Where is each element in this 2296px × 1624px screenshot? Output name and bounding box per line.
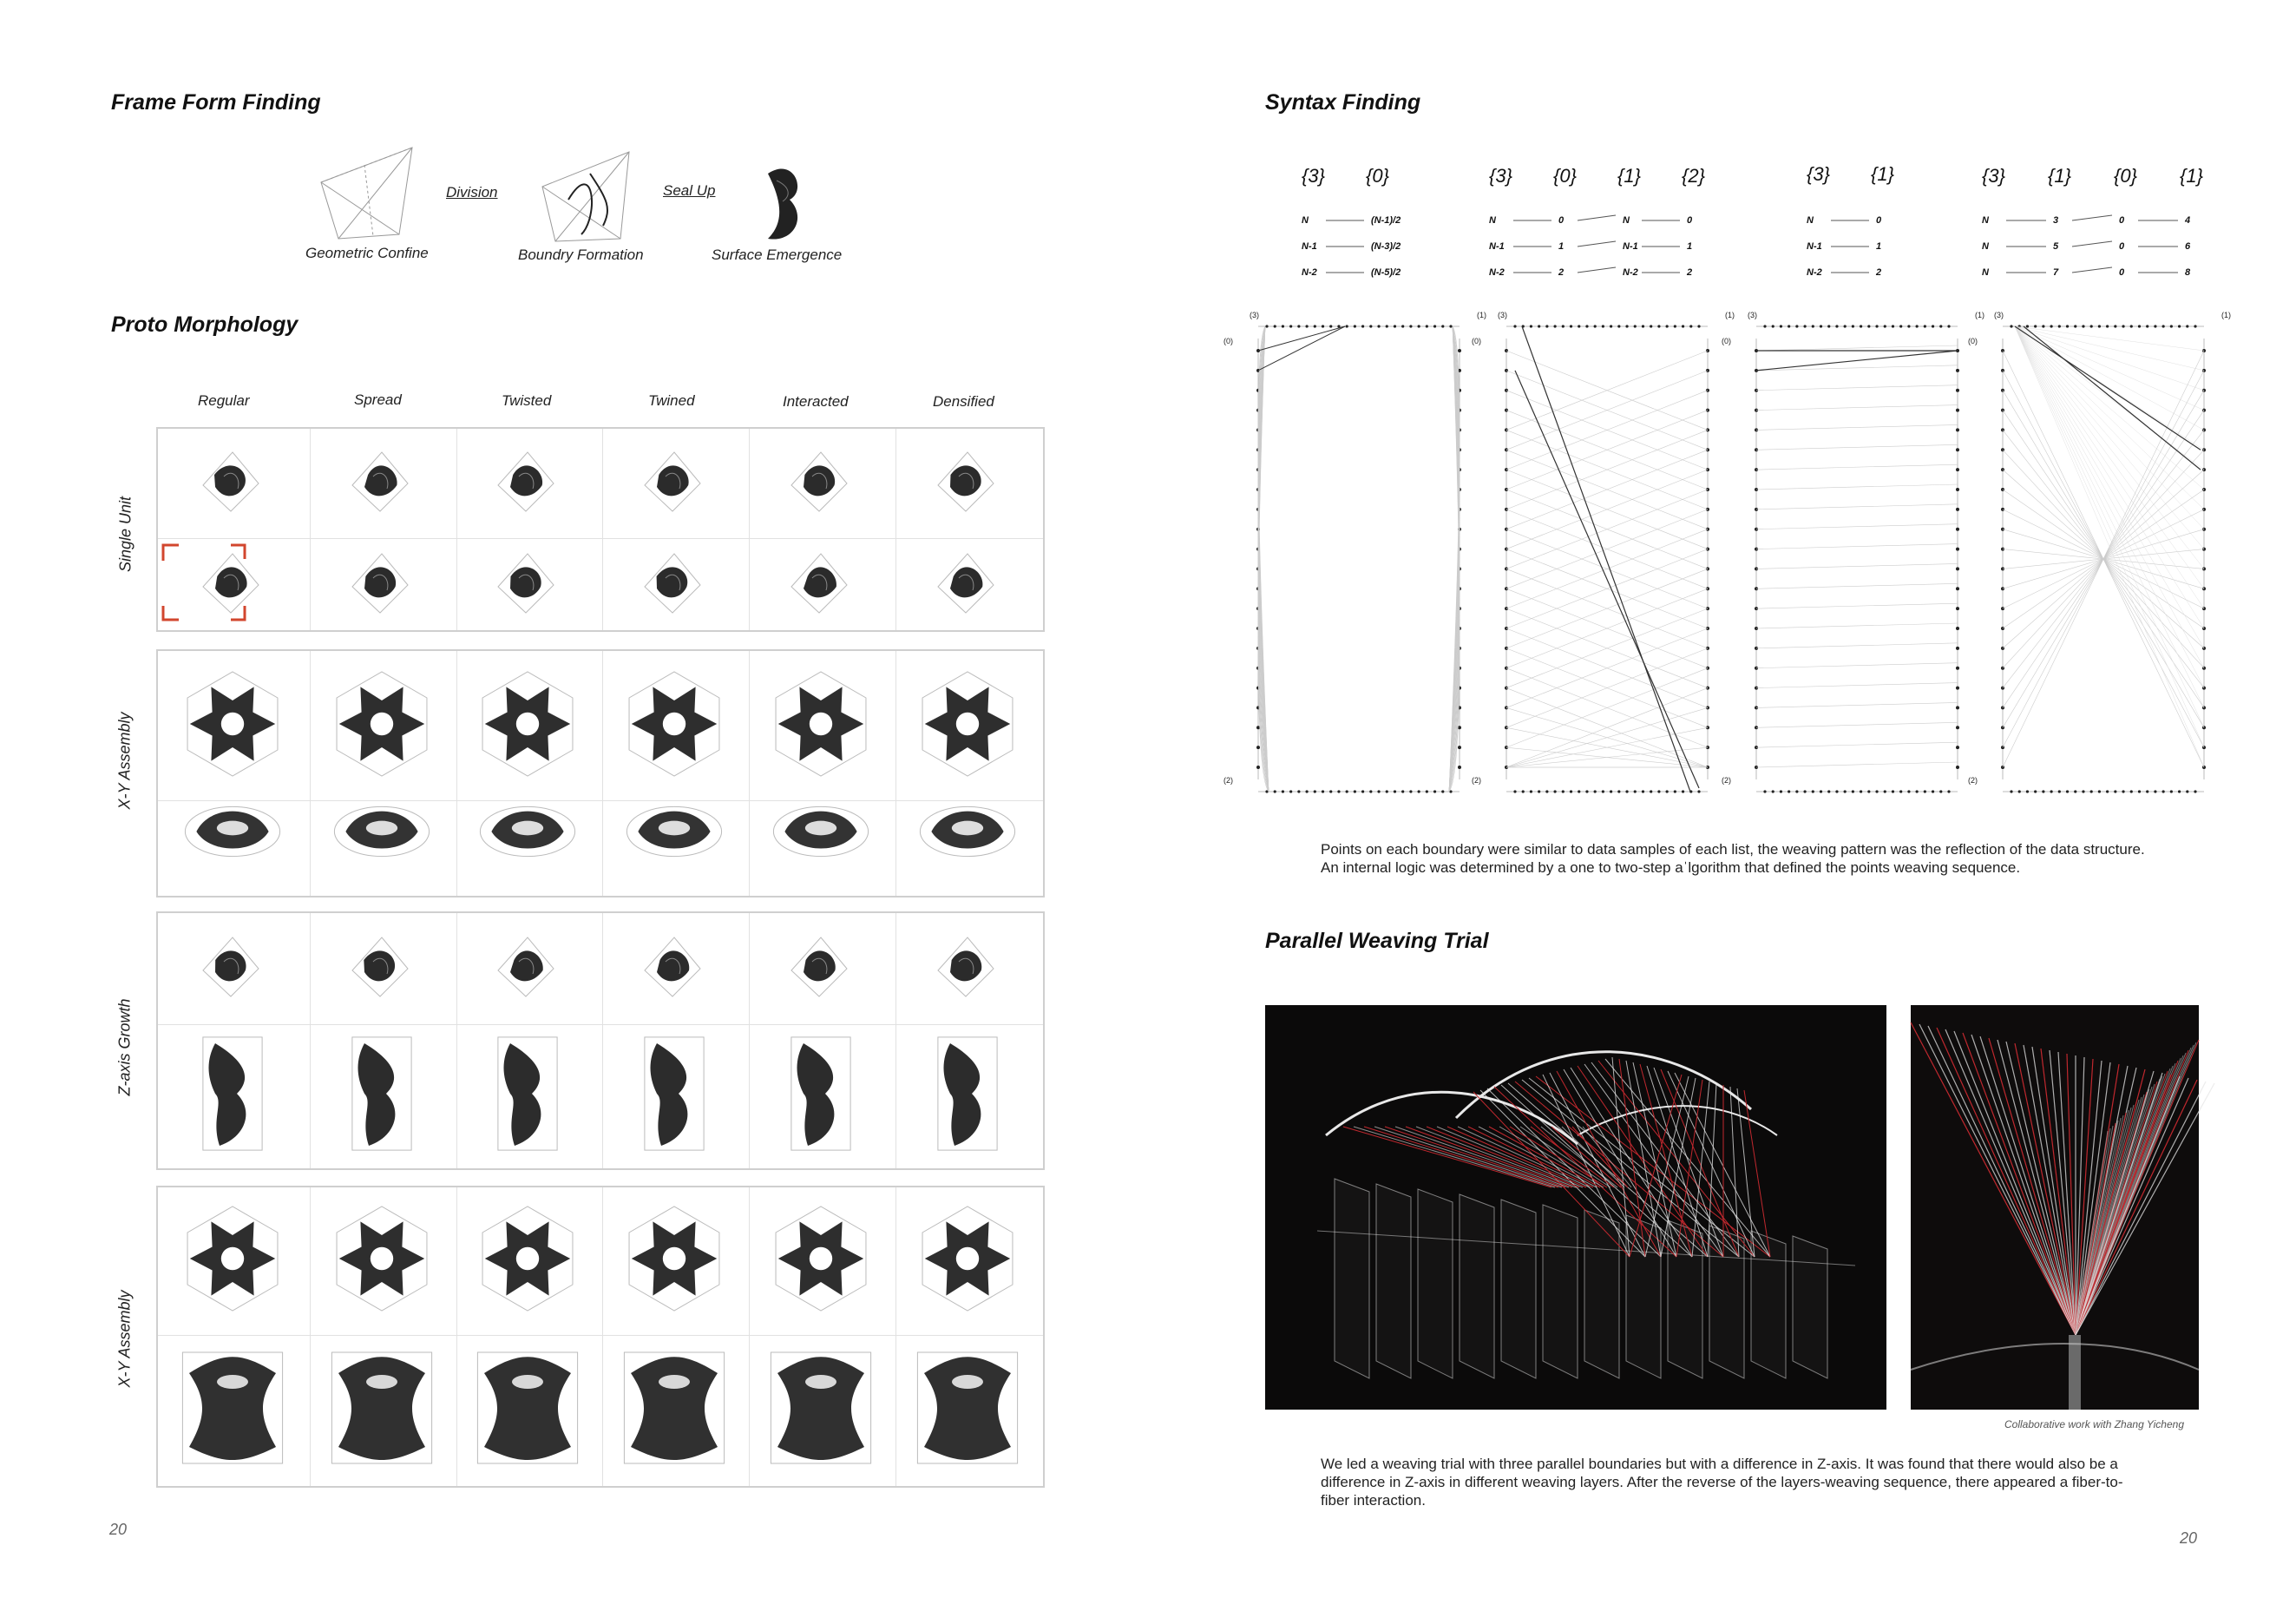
morph-cell: [482, 1206, 573, 1311]
morph-cell: [773, 806, 868, 856]
syntax-row-cell: N: [1982, 215, 1989, 226]
syntax-diagram: [1472, 311, 1735, 793]
right-page-number: 20: [2180, 1529, 2198, 1547]
morph-cell: [645, 1037, 704, 1150]
syntax-row-cell: 1: [1558, 241, 1565, 252]
glass-fin: [1584, 1210, 1619, 1378]
proto-morphology-title: Proto Morphology: [111, 312, 298, 337]
morph-cell: [938, 452, 994, 511]
glass-fin: [1376, 1184, 1411, 1378]
glass-fin: [1668, 1220, 1702, 1378]
surface-emergence-label: Surface Emergence: [712, 247, 843, 263]
corner-label: (0): [1223, 337, 1233, 345]
morph-cell: [182, 1352, 282, 1463]
morph-cell: [203, 554, 259, 613]
corner-label: (0): [1968, 337, 1978, 345]
corner-label: (2): [1968, 776, 1978, 785]
morph-cell: [352, 554, 408, 613]
syntax-row-cell: 0: [2119, 215, 2125, 226]
syntax-header: {3}: [1489, 165, 1512, 187]
morph-cell: [334, 806, 429, 856]
syntax-header: {1}: [2180, 165, 2203, 187]
parallel-paragraph: We led a weaving trial with three parallel boundaries but with a difference in Z-axis. It was found that there would also be a difference in Z-axis in different weaving layers. After the reverse of the layers-weaving sequence, there appeared a fiber-to-fiber interaction.: [1321, 1456, 2123, 1509]
syntax-row-cell: (N-5)/2: [1371, 267, 1401, 278]
morph-cell: [776, 672, 866, 776]
parallel-weaving-title: Parallel Weaving Trial: [1265, 929, 1489, 953]
corner-label: (0): [1722, 337, 1731, 345]
morph-cell: [645, 937, 700, 996]
left-page-number: 20: [109, 1521, 128, 1538]
morph-cell: [920, 806, 1014, 856]
column-header-twisted: Twisted: [502, 392, 552, 409]
morph-cell: [498, 1037, 557, 1150]
column-header-regular: Regular: [198, 392, 250, 409]
morph-cell: [482, 672, 573, 776]
morph-cell: [776, 1206, 866, 1311]
corner-label: (1): [2221, 311, 2231, 319]
morph-cell: [922, 1206, 1013, 1311]
corner-label: (2): [1722, 776, 1731, 785]
morph-cell: [917, 1352, 1017, 1463]
syntax-diagram: [1968, 311, 2231, 793]
morph-cell: [480, 806, 574, 856]
syntax-row-cell: 0: [1687, 215, 1693, 226]
row-label-xy-assembly-2: X-Y Assembly: [115, 1290, 134, 1388]
corner-label: (1): [1477, 311, 1486, 319]
morph-cell: [791, 1037, 850, 1150]
morph-cell: [624, 1352, 724, 1463]
syntax-row-cell: 0: [2119, 267, 2125, 278]
morph-cell: [203, 452, 259, 511]
syntax-row-cell: N-2: [1489, 267, 1505, 278]
glass-fin: [1335, 1179, 1369, 1378]
morph-cell: [337, 1206, 427, 1311]
morph-cell: [203, 1037, 262, 1150]
syntax-row-cell: 2: [1687, 267, 1693, 278]
surface-emergence-shape: [768, 168, 797, 239]
syntax-diagram: [1722, 311, 1984, 793]
morph-cell: [203, 937, 259, 996]
post: [2069, 1335, 2081, 1410]
morph-cell: [477, 1352, 577, 1463]
syntax-row-cell: N-1: [1623, 241, 1638, 252]
syntax-row-cell: 0: [1558, 215, 1565, 226]
glass-fin: [1460, 1194, 1494, 1378]
syntax-header: {0}: [1553, 165, 1577, 187]
boundry-formation-label: Boundry Formation: [518, 247, 644, 263]
syntax-row-cell: N-1: [1807, 241, 1822, 252]
syntax-row-cell: N: [1302, 215, 1309, 226]
column-header-interacted: Interacted: [783, 393, 849, 410]
syntax-arrows: [1232, 214, 2221, 292]
column-header-spread: Spread: [354, 391, 402, 408]
morph-cell: [498, 937, 554, 996]
boundry-formation-sketch: [542, 152, 629, 241]
morph-cell: [938, 937, 994, 996]
morph-cell: [331, 1352, 431, 1463]
column-header-densified: Densified: [933, 393, 994, 410]
syntax-row-cell: 3: [2053, 215, 2059, 226]
syntax-row-cell: 8: [2185, 267, 2191, 278]
syntax-header: {1}: [2048, 165, 2071, 187]
syntax-row-cell: 0: [1876, 215, 1882, 226]
glass-fin: [1418, 1189, 1453, 1378]
morph-cell: [791, 554, 847, 613]
row-label-xy-assembly: X-Y Assembly: [115, 712, 134, 810]
morph-cell: [185, 806, 279, 856]
corner-label: (3): [1994, 311, 2004, 319]
morph-cell: [187, 672, 278, 776]
syntax-row-cell: N-2: [1302, 267, 1317, 278]
corner-label: (2): [1472, 776, 1481, 785]
syntax-row-cell: 7: [2053, 267, 2059, 278]
column-header-twined: Twined: [648, 392, 695, 409]
syntax-header: {3}: [1302, 165, 1325, 187]
division-label: Division: [446, 184, 498, 201]
morph-cell: [645, 554, 700, 613]
corner-label: (1): [1975, 311, 1984, 319]
morph-cell: [498, 554, 554, 613]
syntax-row-cell: N-2: [1623, 267, 1638, 278]
syntax-header: {3}: [1982, 165, 2005, 187]
syntax-row-cell: 2: [1558, 267, 1565, 278]
syntax-row-cell: 4: [2185, 215, 2191, 226]
syntax-diagram: [1223, 311, 1486, 793]
corner-label: (0): [1472, 337, 1481, 345]
morph-cell: [187, 1206, 278, 1311]
syntax-header: {1}: [1617, 165, 1641, 187]
morph-cell: [629, 1206, 719, 1311]
corner-label: (3): [1748, 311, 1757, 319]
morph-cell: [791, 937, 847, 996]
syntax-header: {0}: [1366, 165, 1389, 187]
morph-cell: [337, 672, 427, 776]
corner-label: (3): [1498, 311, 1507, 319]
glass-fin: [1501, 1200, 1536, 1378]
syntax-finding-title: Syntax Finding: [1265, 90, 1421, 115]
syntax-row-cell: N: [1807, 215, 1814, 226]
morphology-shapes: [156, 427, 1043, 1486]
syntax-header: {2}: [1682, 165, 1705, 187]
syntax-row-cell: N: [1982, 241, 1989, 252]
glass-fin: [1543, 1205, 1578, 1378]
syntax-row-cell: (N-3)/2: [1371, 241, 1401, 252]
syntax-row-cell: N: [1489, 215, 1496, 226]
weaving-photo-detail: [1911, 1005, 2199, 1410]
glass-fin: [1793, 1236, 1827, 1378]
syntax-row-cell: (N-1)/2: [1371, 215, 1401, 226]
syntax-diagrams: [1223, 304, 2231, 799]
morph-cell: [938, 1037, 997, 1150]
frame-form-finding-title: Frame Form Finding: [111, 90, 321, 115]
morph-cell: [352, 452, 408, 511]
corner-label: (3): [1250, 311, 1259, 319]
morph-cell: [791, 452, 847, 511]
corner-label: (2): [1223, 776, 1233, 785]
morph-cell: [352, 1037, 411, 1150]
syntax-row-cell: N: [1623, 215, 1630, 226]
morph-cell: [922, 672, 1013, 776]
syntax-header: {0}: [2114, 165, 2137, 187]
morph-cell: [771, 1352, 870, 1463]
syntax-row-cell: N-1: [1489, 241, 1505, 252]
syntax-row-cell: 2: [1876, 267, 1882, 278]
geometric-confine-label: Geometric Confine: [305, 245, 429, 261]
syntax-row-cell: N-1: [1302, 241, 1317, 252]
morph-cell: [626, 806, 721, 856]
syntax-row-cell: 0: [2119, 241, 2125, 252]
photo-caption: Collaborative work with Zhang Yicheng: [2004, 1418, 2185, 1430]
morph-cell: [498, 452, 554, 511]
morph-cell: [352, 937, 408, 996]
morph-cell: [645, 452, 700, 511]
syntax-paragraph: Points on each boundary were similar to data samples of each list, the weaving pattern was the reflection of the data structure. An internal logic was determined by a one to two-step aˈlgorithm that defined the points weaving sequence.: [1321, 841, 2145, 876]
syntax-row-cell: 1: [1687, 241, 1693, 252]
syntax-header: {3}: [1807, 163, 1830, 185]
syntax-row-cell: N-2: [1807, 267, 1822, 278]
corner-label: (1): [1725, 311, 1735, 319]
weaving-photo-overview: [1265, 1005, 1886, 1410]
row-label-z-axis-growth: Z-axis Growth: [115, 998, 134, 1096]
syntax-row-cell: 1: [1876, 241, 1882, 252]
morph-cell: [938, 554, 994, 613]
morph-cell: [629, 672, 719, 776]
row-label-single-unit: Single Unit: [116, 496, 134, 573]
syntax-row-cell: 6: [2185, 241, 2191, 252]
syntax-header: {1}: [1871, 163, 1894, 185]
syntax-row-cell: 5: [2053, 241, 2059, 252]
syntax-row-cell: N: [1982, 267, 1989, 278]
seal-up-label: Seal Up: [663, 182, 716, 199]
geometric-confine-sketch: [321, 148, 412, 239]
